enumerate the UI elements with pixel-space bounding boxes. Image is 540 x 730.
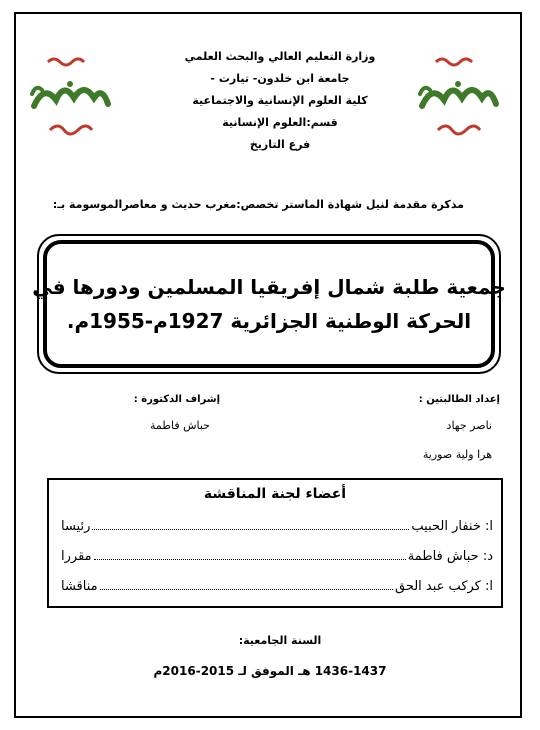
academic-year-label: السنة الجامعية: [238,634,322,647]
member-name: ا: خنفار الحبيب [411,519,493,534]
university-logo-left [20,48,120,148]
supervisor-name: حباش فاطمة [149,419,210,432]
supervisor-label: إشراف الدكتورة : [133,394,220,405]
member-role: مناقشا [61,579,98,594]
institution-header [130,46,430,156]
thesis-note: مذكرة مقدمة لنيل شهادة الماستر تخصص:مغرب حديث و معاصرالموسومة بـ: [52,198,464,211]
university-name: جامعة ابن خلدون- تيارت - [210,72,350,85]
department-name: قسم:العلوم الإنسانية [222,116,338,129]
committee-title: أعضاء لجنة المناقشة [203,486,347,502]
branch-name: فرع التاريخ [249,138,311,151]
faculty-name: كلية العلوم الإنسانية والاجتماعية [192,94,368,107]
committee-member-row [61,518,493,540]
thesis-title-line-2: الحركة الوطنية الجزائرية 1927م-1955م. [66,309,472,333]
committee-box [47,478,503,608]
title-frame-inner [32,240,506,368]
academic-year-value: 1436-1437 هـ الموفق لـ 2015-2016م [153,664,387,678]
student-name: ناصر جهاد [446,419,492,432]
thesis-title-line-1: جمعية طلبة شمال إفريقيا المسلمين ودورها في [32,275,506,299]
member-name: د: حباش فاطمة [407,549,493,564]
students-label: إعداد الطالبتين : [418,394,500,405]
committee-member-row [61,578,493,600]
ministry-name: وزارة التعليم العالي والبحث العلمي [184,50,376,63]
dotted-leader [94,548,406,560]
student-name: هرا ولية صورية [422,448,492,461]
title-frame [32,234,506,374]
dotted-leader [100,578,393,590]
member-name: ا: كركب عبد الحق [394,579,493,594]
dotted-leader [92,518,409,530]
member-role: مقررا [61,549,92,564]
committee-member-row [61,548,493,570]
member-role: رئيسا [61,519,91,534]
